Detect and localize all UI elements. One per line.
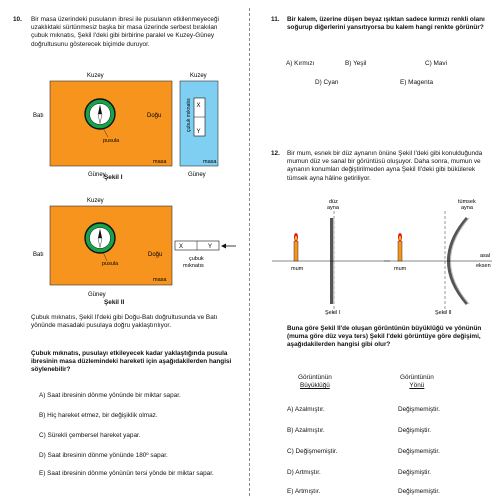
q10-option-d[interactable]: D) Saat ibresinin dönme yönünde 180º sapar. (39, 452, 168, 459)
q10-question: Çubuk mıknatıs, pusulayı etkileyecek kadar yaklaştığında pusula ibresinin masa düzlemindeki hareketi için aşağıdakilerden hangisi söylenebilir? (31, 350, 232, 374)
fig1-magnet-x: X (196, 103, 201, 109)
q10-option-e[interactable]: E) Saat ibresinin dönme yönünün tersi yönde bir miktar sapar. (39, 470, 214, 477)
q11-option-b[interactable]: B) Yeşil (345, 60, 367, 67)
q12-tumsek-ayna-label: ayna (461, 205, 473, 211)
q12-ayna-label: ayna (327, 205, 339, 211)
fig1-cubuk-label: çubuk mıknatıs (186, 98, 192, 132)
q12-option-e[interactable]: E) Artmıştır. (287, 488, 321, 495)
column-divider (249, 8, 250, 496)
q11-option-a[interactable]: A) Kırmızı (286, 60, 315, 67)
fig2-kuzey-label: Kuzey (87, 198, 104, 204)
fig1-bati-label: Batı (33, 113, 44, 119)
q10-figure-2 (30, 195, 240, 300)
q12-question: Buna göre Şekil II'de oluşan görüntünün büyüklüğü ve yönünün (muma göre düz veya ters) Şekil I'deki görüntüye göre değişimi, aşağıdakilerden hangisi gibi olur? (287, 325, 482, 349)
q10-option-c[interactable]: C) Sürekli çembersel hareket yapar. (39, 432, 141, 439)
fig2-magnet-x: X (179, 244, 184, 250)
fig2-cubuk-label: çubuk (189, 256, 204, 262)
q11-number: 11. (271, 16, 280, 23)
q10-number: 10. (13, 16, 22, 23)
q10-fig2-caption: Şekil II (104, 299, 125, 306)
q12-mum1-label: mum (291, 266, 304, 272)
q12-option-b-col2: Değişmiştir. (398, 427, 432, 434)
q10-fig1-caption: Şekil I (104, 174, 123, 181)
q12-duz-label: düz (329, 199, 338, 205)
fig1-guney-label: Güney (88, 172, 106, 178)
candle-2 (398, 241, 402, 261)
q11-option-c[interactable]: C) Mavi (425, 60, 448, 67)
fig2-dogu-label: Doğu (148, 252, 163, 258)
fig1-magnet-y: Y (196, 129, 201, 135)
q12-option-d[interactable]: D) Artmıştır. (287, 469, 321, 476)
fig2-magnet-y: Y (208, 244, 213, 250)
fig1-masa2-label: masa (203, 159, 217, 165)
fig2-pusula-label: pusula (102, 261, 119, 267)
fig2-arrow (221, 244, 226, 249)
fig1-kuzey-label: Kuzey (87, 73, 104, 79)
q12-col1-header: Görüntünün Büyüklüğü (298, 374, 332, 390)
fig2-miknatis-label: mıknatıs (183, 263, 204, 269)
q11-option-d[interactable]: D) Cyan (315, 79, 339, 86)
q12-option-d-col2: Değişmiştir. (398, 469, 432, 476)
q10-figure-1 (30, 70, 220, 185)
q12-cap1: Şekil I (325, 310, 340, 316)
fig2-bati-label: Batı (33, 252, 44, 258)
fig2-guney-label: Güney (88, 292, 106, 298)
q12-col2-header: Görüntünün Yönü (400, 374, 434, 390)
q12-asal-label: asal (480, 253, 491, 259)
q12-option-a-col2: Değişmemiştir. (398, 406, 440, 413)
fig2-masa-label: masa (153, 277, 167, 283)
q12-cap2: Şekil II (435, 310, 452, 316)
q12-option-c-col2: Değişmemiştir. (398, 448, 440, 455)
q12-number: 12. (271, 150, 280, 157)
q10-option-b[interactable]: B) Hiç hareket etmez, bir değişiklik olmaz. (39, 412, 158, 419)
q12-option-b[interactable]: B) Azalmıştır. (287, 427, 325, 434)
q10-intro: Bir masa üzerindeki pusulanın ibresi ile pusulanın etkilenmeyeceği uzaklıktaki sürtünmesiz başka bir masa üzerinde serbest bırakılan çubuk mıknatıs, Şekil I'deki gibi birbirine paralel ve Kuzey-Güney doğrultusunu gösterecek biçimde duruyor. (31, 16, 219, 48)
q12-eksen-label: eksen (476, 263, 491, 269)
q12-option-a[interactable]: A) Azalmıştır. (287, 406, 325, 413)
q12-intro: Bir mum, esnek bir düz aynanın önüne Şekil I'deki gibi konulduğunda mumun düz ve sanal bir görüntüsü oluşuyor. Daha sonra, mumun ve aynanın konumları değiştirilmeden ayna Şekil II'deki gibi bükülerek tümsek ayna hâline getiriliyor. (287, 150, 483, 182)
fig1-guney2-label: Güney (188, 172, 206, 178)
fig1-masa-label: masa (153, 159, 167, 165)
q12-tumsek-label: tümsek (458, 199, 476, 205)
q10-option-a[interactable]: A) Saat ibresinin dönme yönünde bir miktar sapar. (39, 392, 181, 399)
candle-1 (294, 241, 298, 261)
q11-question: Bir kalem, üzerine düşen beyaz ışıktan sadece kırmızı renkli olanı soğurup diğerlerini yansıtıyorsa bu kalem hangi renkte görünür? (287, 16, 485, 32)
fig1-pusula-label: pusula (103, 138, 120, 144)
q12-figure (270, 197, 495, 319)
q10-text2: Çubuk mıknatıs, Şekil II'deki gibi Doğu-Batı doğrultusunda ve Batı yönünde masadaki pusulaya doğru yaklaştırılıyor. (31, 314, 218, 330)
fig1-dogu-label: Doğu (147, 113, 162, 119)
q11-option-e[interactable]: E) Magenta (400, 79, 434, 86)
q12-option-e-col2: Değişmemiştir. (398, 488, 440, 495)
q12-mum2-label: mum (394, 266, 407, 272)
fig1-kuzey2-label: Kuzey (190, 73, 207, 79)
q12-option-c[interactable]: C) Değişmemiştir. (287, 448, 338, 455)
